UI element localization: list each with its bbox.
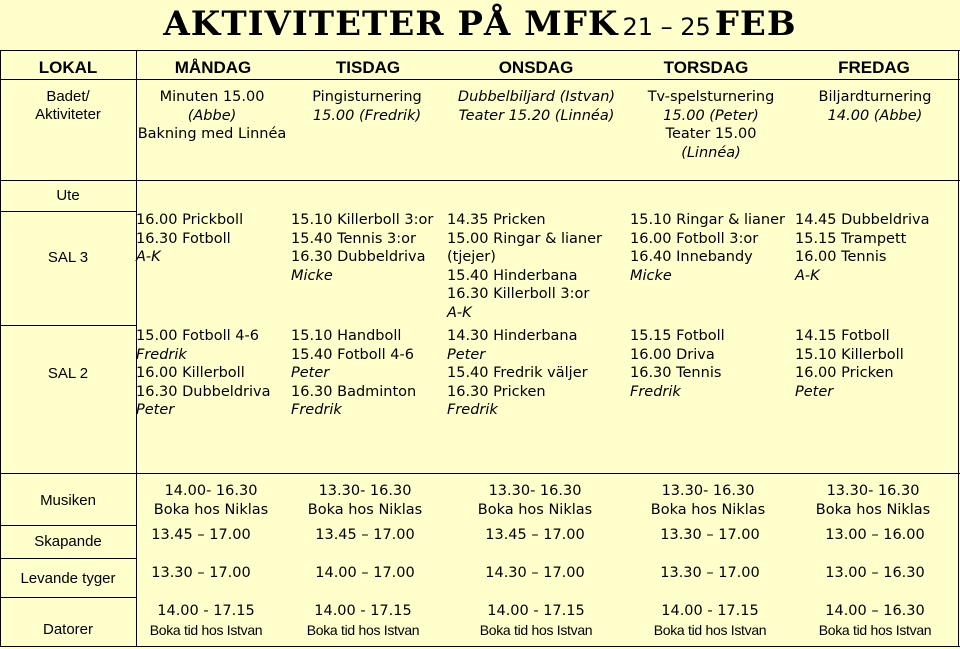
grid-line (0, 180, 960, 181)
datorer-thursday: 14.00 - 17.15 Boka tid hos Istvan (653, 603, 767, 638)
datorer-friday: 14.00 – 16.30 Boka tid hos Istvan (818, 603, 932, 638)
header-lokal: LOKAL (38, 58, 98, 77)
sal2-tuesday: 15.10 Handboll 15.40 Fotboll 4-6 Peter 16.30 Badminton Fredrik (291, 328, 417, 418)
row-label-badet: Badet/ Aktiviteter (35, 88, 101, 123)
sal2-wednesday: 14.30 Hinderbana Peter 15.40 Fredrik väljer 16.30 Pricken Fredrik (447, 328, 588, 418)
levande-wednesday: 14.30 – 17.00 (485, 565, 585, 581)
datorer-monday: 14.00 - 17.15 Boka tid hos Istvan (149, 603, 263, 638)
header-friday: FREDAG (838, 58, 910, 77)
sal3-thursday: 15.10 Ringar & lianer 16.00 Fotboll 3:or 16.40 Innebandy Micke (630, 212, 786, 284)
grid-line (0, 473, 960, 474)
header-thursday: TORSDAG (663, 58, 749, 77)
row-label-musiken: Musiken (40, 492, 96, 509)
musiken-wednesday: 13.30- 16.30 Boka hos Niklas (477, 483, 593, 518)
skapande-thursday: 13.30 – 17.00 (660, 527, 760, 543)
row-label-levande-tyger: Levande tyger (20, 570, 116, 587)
header-tuesday: TISDAG (335, 58, 401, 77)
skapande-monday: 13.45 – 17.00 (151, 527, 251, 543)
grid-line (0, 597, 136, 598)
grid-line (0, 50, 1, 647)
musiken-thursday: 13.30- 16.30 Boka hos Niklas (650, 483, 766, 518)
header-wednesday: ONSDAG (498, 58, 574, 77)
grid-line (0, 50, 960, 51)
skapande-tuesday: 13.45 – 17.00 (315, 527, 415, 543)
grid-line (0, 525, 136, 526)
row-label-skapande: Skapande (34, 533, 102, 550)
grid-line (0, 646, 960, 647)
sal3-wednesday: 14.35 Pricken 15.00 Ringar & lianer (tjejer) 15.40 Hinderbana 16.30 Killerboll 3:or A-K (447, 212, 603, 321)
row-label-sal2: SAL 2 (47, 365, 89, 382)
musiken-tuesday: 13.30- 16.30 Boka hos Niklas (307, 483, 423, 518)
grid-line (0, 325, 136, 326)
grid-line (0, 79, 960, 80)
sal3-monday: 16.00 Prickboll 16.30 Fotboll A-K (136, 212, 244, 265)
title-main: AKTIVITETER PÅ MFK (163, 4, 619, 44)
badet-wednesday: Dubbelbiljard (Istvan) Teater 15.20 (Linnéa) (457, 89, 616, 124)
header-monday: MÅNDAG (174, 58, 252, 77)
datorer-tuesday: 14.00 - 17.15 Boka tid hos Istvan (306, 603, 420, 638)
row-label-datorer: Datorer (42, 621, 94, 638)
title-month: FEB (714, 4, 797, 44)
row-label-sal3: SAL 3 (47, 249, 89, 266)
sal2-monday: 15.00 Fotboll 4-6 Fredrik 16.00 Killerboll 16.30 Dubbeldriva Peter (136, 328, 271, 418)
datorer-wednesday: 14.00 - 17.15 Boka tid hos Istvan (479, 603, 593, 638)
grid-line (958, 50, 959, 647)
sal3-tuesday: 15.10 Killerboll 3:or 15.40 Tennis 3:or 16.30 Dubbeldriva Micke (291, 212, 434, 284)
skapande-friday: 13.00 – 16.00 (825, 527, 925, 543)
title-dates: 21 – 25 (622, 13, 711, 41)
grid-line (0, 211, 136, 212)
levande-friday: 13.00 – 16.30 (825, 565, 925, 581)
row-label-ute: Ute (56, 187, 80, 204)
badet-tuesday: Pingisturnering 15.00 (Fredrik) (312, 89, 422, 124)
sal2-friday: 14.15 Fotboll 15.10 Killerboll 16.00 Pricken Peter (795, 328, 904, 400)
badet-friday: Biljardturnering 14.00 (Abbe) (818, 89, 932, 124)
levande-monday: 13.30 – 17.00 (151, 565, 251, 581)
badet-thursday: Tv-spelsturnering 15.00 (Peter) Teater 15.00 (Linnéa) (647, 89, 775, 161)
badet-monday: Minuten 15.00 (Abbe) Bakning med Linnéa (137, 89, 287, 142)
musiken-friday: 13.30- 16.30 Boka hos Niklas (815, 483, 931, 518)
levande-thursday: 13.30 – 17.00 (660, 565, 760, 581)
sal2-thursday: 15.15 Fotboll 16.00 Driva 16.30 Tennis Fredrik (630, 328, 725, 400)
musiken-monday: 14.00- 16.30 Boka hos Niklas (153, 483, 269, 518)
levande-tuesday: 14.00 – 17.00 (315, 565, 415, 581)
grid-line (0, 558, 136, 559)
sal3-friday: 14.45 Dubbeldriva 15.15 Trampett 16.00 Tennis A-K (795, 212, 930, 284)
page-title (0, 4, 960, 44)
skapande-wednesday: 13.45 – 17.00 (485, 527, 585, 543)
